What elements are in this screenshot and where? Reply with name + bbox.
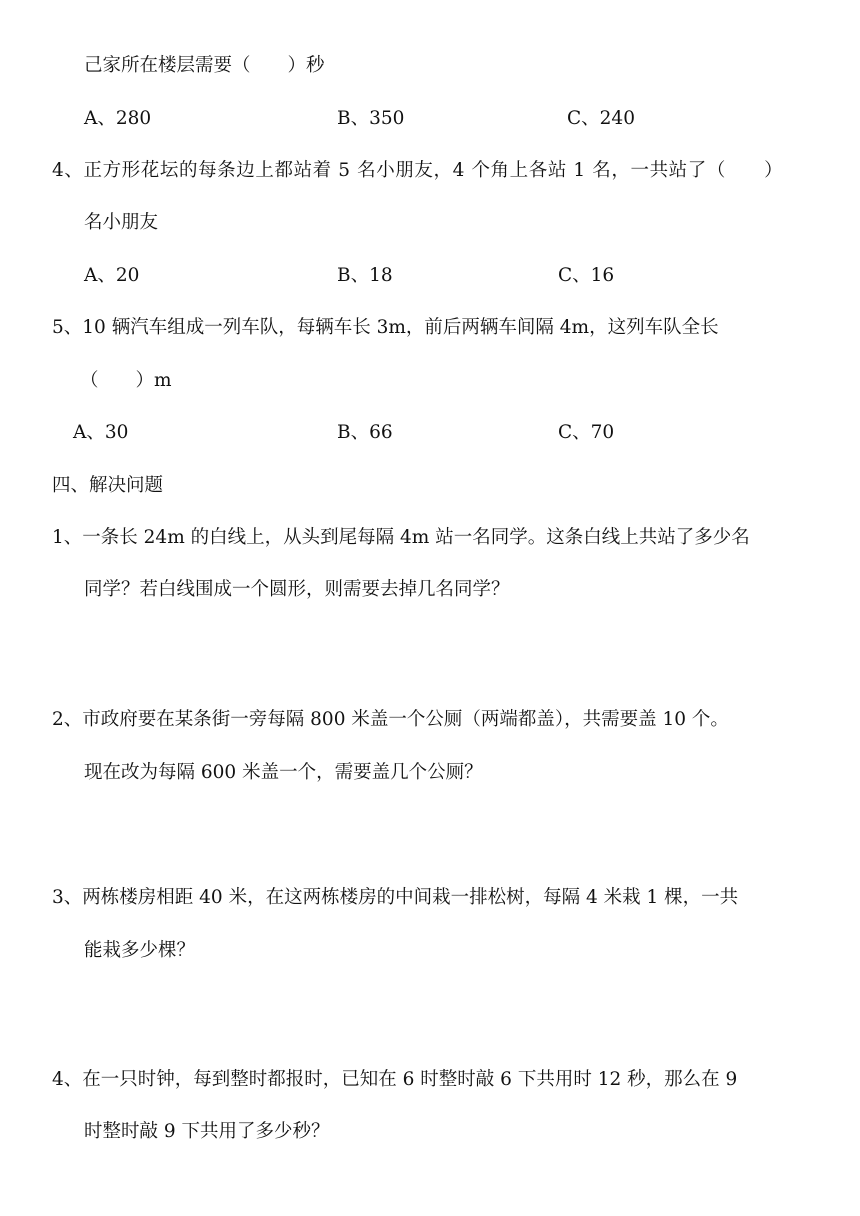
q3-option-c: C、240 [567,108,635,129]
q5-option-a: A、30 [73,422,129,443]
q4-option-b: B、18 [337,265,393,286]
problem-1-line2: 同学？若白线围成一个圆形，则需要去掉几名同学？ [84,579,510,600]
problem-4-line2: 时整时敲 9 下共用了多少秒？ [84,1121,330,1142]
problem-4-line1: 4、在一只时钟，每到整时都报时，已知在 6 时整时敲 6 下共用时 12 秒，那么在 9 [52,1069,738,1090]
q4-line2: 名小朋友 [84,212,159,233]
q5-option-b: B、66 [337,422,393,443]
problem-3-line1: 3、两栋楼房相距 40 米，在这两栋楼房的中间栽一排松树，每隔 4 米栽 1 棵，一共 [52,887,739,908]
q4-option-c: C、16 [558,265,615,286]
q5-option-c: C、70 [558,422,615,443]
problem-1-line1: 1、一条长 24m 的白线上，从头到尾每隔 4m 站一名同学。这条白线上共站了多少名 [52,527,750,548]
q4-line1: 4、正方形花坛的每条边上都站着 5 名小朋友，4 个角上各站 1 名，一共站了（ ） [52,160,784,181]
problem-2-line2: 现在改为每隔 600 米盖一个，需要盖几个公厕？ [84,762,483,783]
section-heading: 四、解决问题 [52,475,164,496]
q3-line2: 己家所在楼层需要（ ）秒 [84,55,325,76]
q5-line2: （ ）m [80,370,172,391]
problem-2-line1: 2、市政府要在某条街一旁每隔 800 米盖一个公厕（两端都盖），共需要盖 10 个。 [52,709,729,730]
q4-option-a: A、20 [84,265,140,286]
q3-option-a: A、280 [84,108,152,129]
problem-3-line2: 能栽多少棵？ [84,940,196,961]
q5-line1: 5、10 辆汽车组成一列车队，每辆车长 3m，前后两辆车间隔 4m，这列车队全长 [52,317,719,338]
q3-option-b: B、350 [337,108,405,129]
